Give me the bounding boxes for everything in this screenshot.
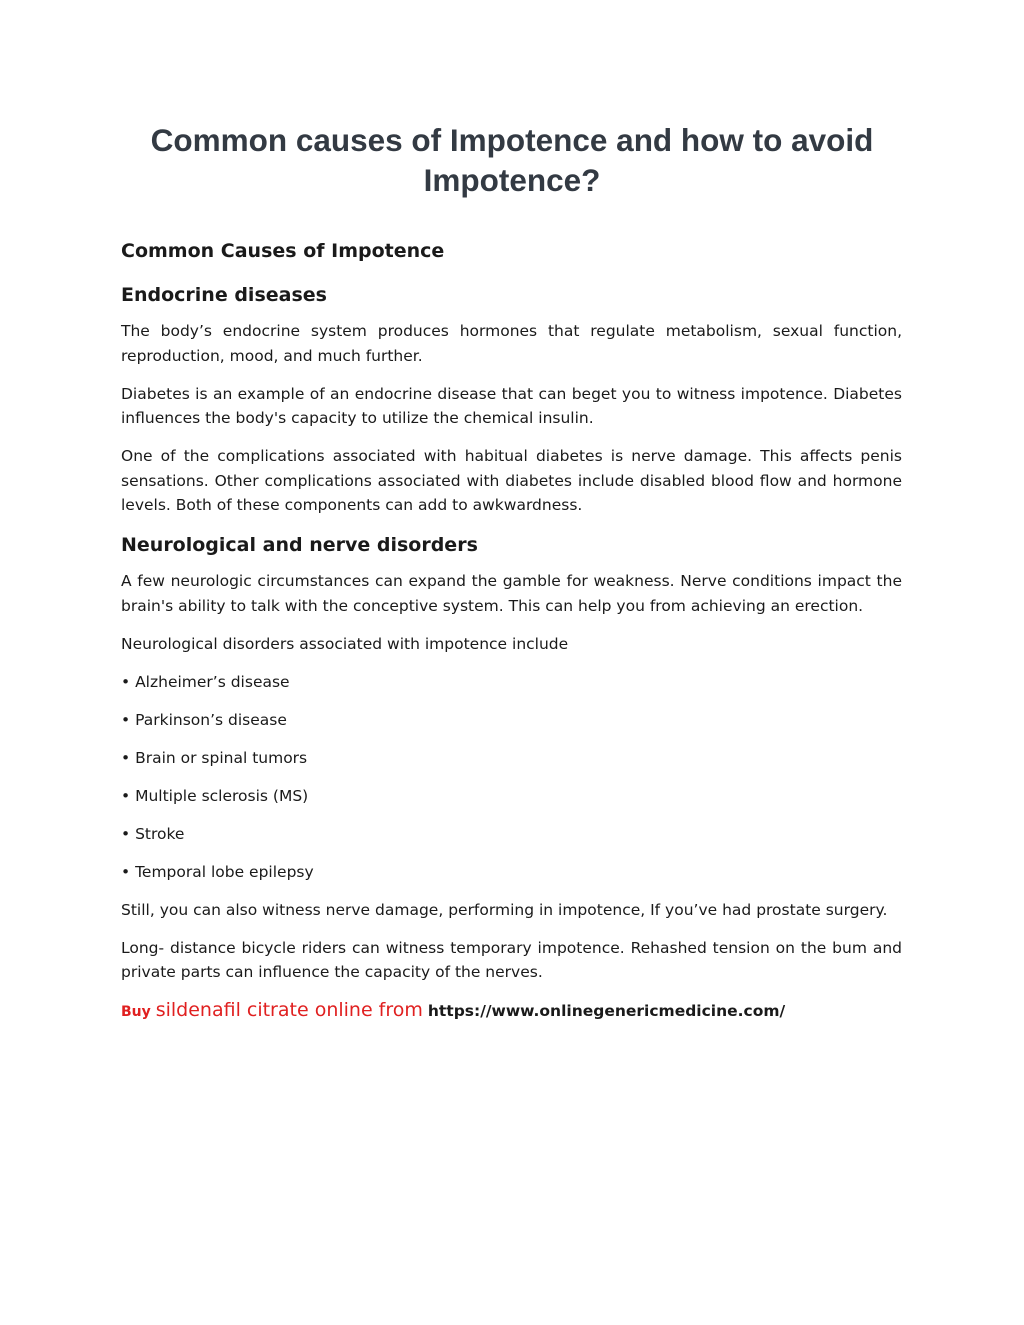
- section-heading-neurological: Neurological and nerve disorders: [121, 534, 478, 556]
- neuro-paragraph: Neurological disorders associated with impotence include: [121, 634, 569, 653]
- call-to-action: [121, 998, 902, 1024]
- endocrine-paragraph: The body’s endocrine system produces hormones that regulate metabolism, sexual function, reproduction, mood, and much further.: [121, 322, 902, 365]
- list-item: • Temporal lobe epilepsy: [121, 862, 314, 881]
- closing-paragraph: Still, you can also witness nerve damage, performing in impotence, If you’ve had prostate surgery.: [121, 900, 888, 919]
- cta-website-link[interactable]: https://www.onlinegenericmedicine.com/: [427, 1002, 786, 1020]
- page-title: Common causes of Impotence and how to avoid Impotence?: [150, 122, 874, 198]
- section-heading-endocrine: Endocrine diseases: [121, 284, 327, 306]
- neuro-disorder-list: [121, 670, 902, 885]
- closing-paragraph: Long- distance bicycle riders can witness temporary impotence. Rehashed tension on the bum and private parts can influence the capacity of the nerves.: [121, 938, 902, 981]
- list-item: • Alzheimer’s disease: [121, 672, 290, 691]
- article-body: [121, 237, 902, 1024]
- cta-product-text: sildenafil citrate online from: [155, 999, 423, 1021]
- endocrine-paragraph: One of the complications associated with habitual diabetes is nerve damage. This affects penis sensations. Other complications associated with diabetes include disabled blood flow and hormone levels. Both of these components can add to awkwardness.: [121, 447, 902, 514]
- list-item: • Multiple sclerosis (MS): [121, 786, 309, 805]
- cta-buy-label: Buy: [121, 1004, 151, 1020]
- list-item: • Parkinson’s disease: [121, 710, 287, 729]
- section-heading-causes: Common Causes of Impotence: [121, 240, 445, 262]
- list-item: • Stroke: [121, 824, 185, 843]
- list-item: • Brain or spinal tumors: [121, 748, 308, 767]
- endocrine-paragraph: Diabetes is an example of an endocrine disease that can beget you to witness impotence. Diabetes influences the body's capacity to utilize the chemical insulin.: [121, 384, 902, 427]
- neuro-paragraph: A few neurologic circumstances can expand the gamble for weakness. Nerve conditions impact the brain's ability to talk with the conceptive system. This can help you from achieving an erection.: [121, 572, 902, 615]
